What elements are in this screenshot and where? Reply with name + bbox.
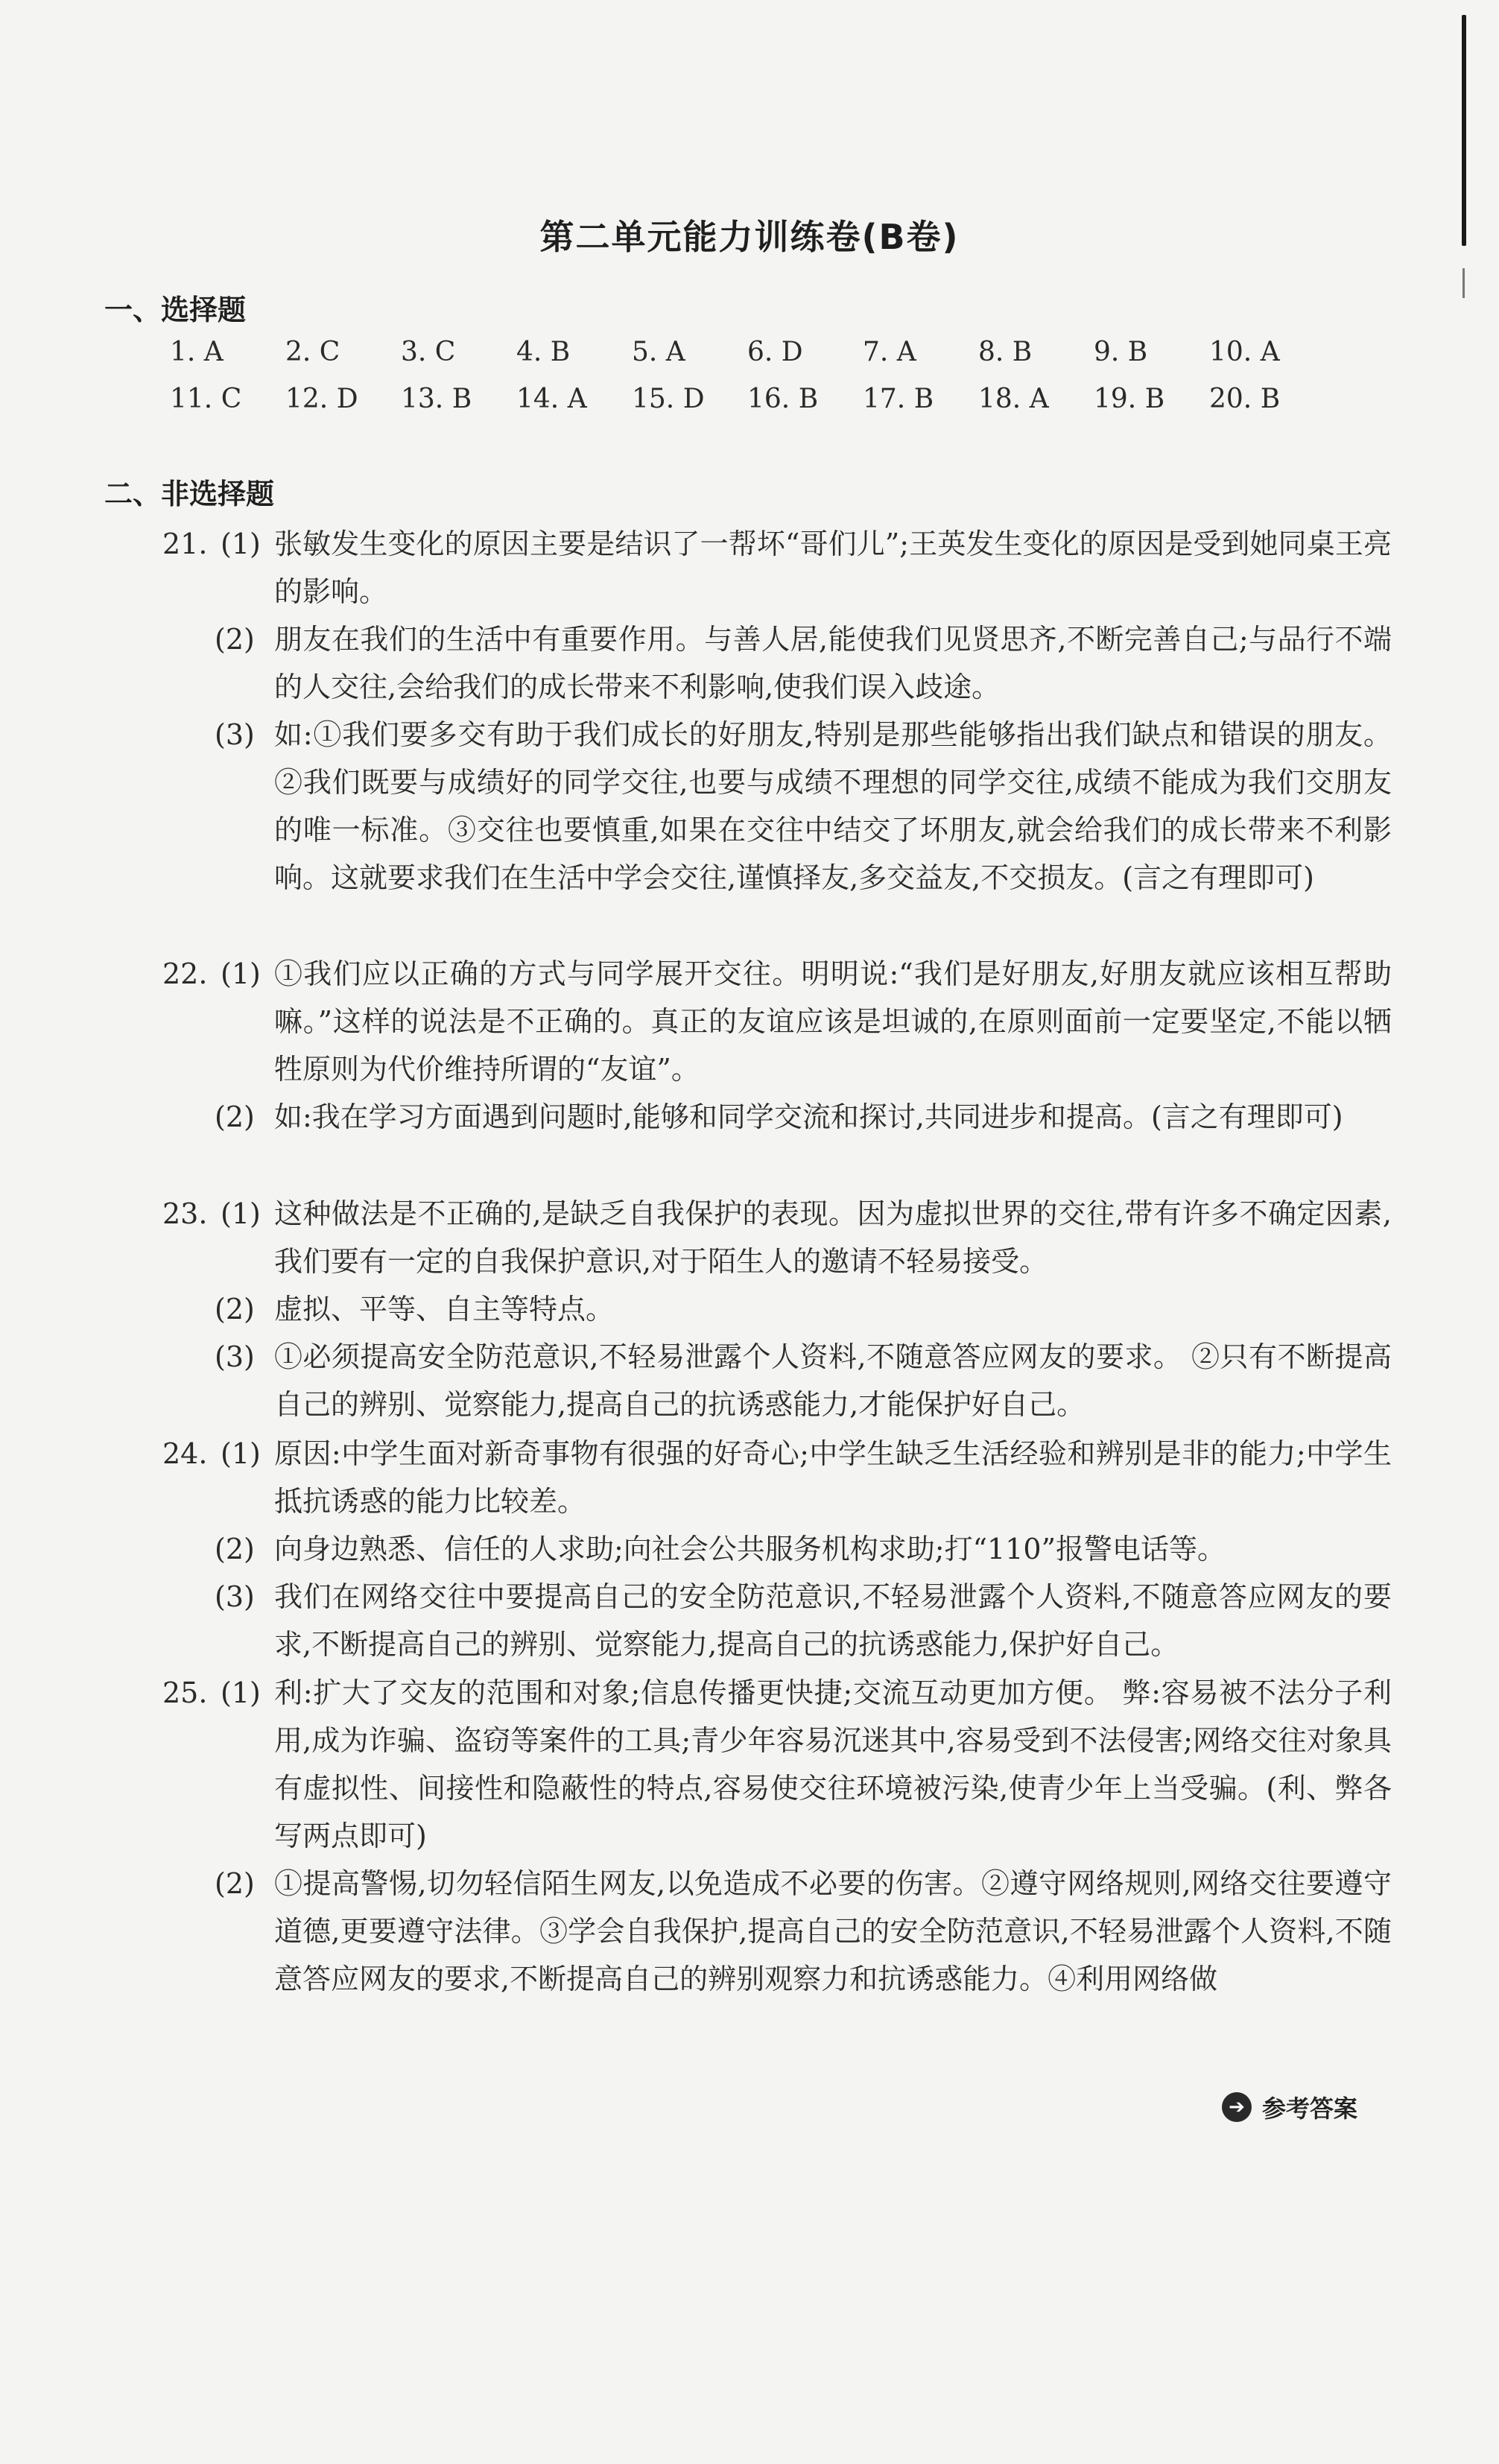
answer-item: 15. D [632, 384, 705, 414]
sub-answer [162, 950, 1392, 1093]
answer-grid [170, 337, 1362, 414]
sub-label: (2) [215, 1867, 255, 1900]
sub-label: (1) [221, 1676, 261, 1709]
sub-text: 向身边熟悉、信任的人求助;向社会公共服务机构求助;打“110”报警电话等。 [274, 1533, 1226, 1565]
sub-label: (1) [221, 528, 261, 560]
sub-answer [162, 1860, 1392, 2003]
sub-answer [162, 1430, 1392, 1525]
sub-text: ①提高警惕,切勿轻信陌生网友,以免造成不必要的伤害。②遵守网络规则,网络交往要遵守道德,更要遵守法律。③学会自我保护,提高自己的安全防范意识,不轻易泄露个人资料,不随意答应网友的要求,不断提高自己的辨别观察力和抗诱惑能力。④利用网络做 [274, 1867, 1392, 1995]
sub-label: (1) [221, 1197, 261, 1230]
sub-text: 我们在网络交往中要提高自己的安全防范意识,不轻易泄露个人资料,不随意答应网友的要求,不断提高自己的辨别、觉察能力,提高自己的抗诱惑能力,保护好自己。 [274, 1580, 1392, 1661]
sub-text: 朋友在我们的生活中有重要作用。与善人居,能使我们见贤思齐,不断完善自己;与品行不端的人交往,会给我们的成长带来不利影响,使我们误入歧途。 [274, 623, 1392, 703]
answer-item: 12. D [285, 384, 358, 414]
answer-item: 8. B [978, 337, 1033, 367]
answer-item: 9. B [1094, 337, 1148, 367]
answer-item: 19. B [1094, 384, 1165, 414]
sub-text: 这种做法是不正确的,是缺乏自我保护的表现。因为虚拟世界的交往,带有许多不确定因素,我们要有一定的自我保护意识,对于陌生人的邀请不轻易接受。 [274, 1197, 1392, 1278]
sub-text: ①必须提高安全防范意识,不轻易泄露个人资料,不随意答应网友的要求。 ②只有不断提高自己的辨别、觉察能力,提高自己的抗诱惑能力,才能保护好自己。 [274, 1340, 1392, 1421]
sub-answer [162, 1573, 1392, 1668]
sub-label: (1) [221, 1437, 261, 1470]
section-heading-nonchoice: 二、非选择题 [104, 478, 275, 510]
sub-label: (3) [215, 718, 255, 751]
answer-item: 18. A [978, 384, 1049, 414]
sub-answer [162, 1093, 1392, 1141]
footer-label: 参考答案 [1262, 2094, 1358, 2123]
sub-label: (2) [215, 1100, 255, 1133]
question-number: 24. [162, 1437, 208, 1470]
page-edge-mark-small [1462, 268, 1465, 298]
question-number: 25. [162, 1676, 208, 1709]
sub-text: 原因:中学生面对新奇事物有很强的好奇心;中学生缺乏生活经验和辨别是非的能力;中学生抵抗诱惑的能力比较差。 [274, 1437, 1392, 1518]
answer-item: 3. C [401, 337, 456, 367]
sub-text: 如:①我们要多交有助于我们成长的好朋友,特别是那些能够指出我们缺点和错误的朋友。②我们既要与成绩好的同学交往,也要与成绩不理想的同学交往,成绩不能成为我们交朋友的唯一标准。③交往也要慎重,如果在交往中结交了坏朋友,就会给我们的成长带来不利影响。这就要求我们在生活中学会交往,谨慎择友,多交益友,不交损友。(言之有理即可) [274, 718, 1392, 894]
sub-answer [162, 1669, 1392, 1860]
answer-item: 2. C [285, 337, 340, 367]
sub-answer [162, 1190, 1392, 1285]
sub-label: (2) [215, 1533, 255, 1565]
sub-text: 虚拟、平等、自主等特点。 [274, 1293, 615, 1326]
sub-answer [162, 520, 1392, 615]
answer-item: 17. B [863, 384, 934, 414]
sub-label: (2) [215, 623, 255, 656]
sub-text: 张敏发生变化的原因主要是结识了一帮坏“哥们儿”;王英发生变化的原因是受到她同桌王亮的影响。 [274, 528, 1392, 608]
answer-item: 4. B [516, 337, 571, 367]
sub-label: (3) [215, 1580, 255, 1613]
question-21 [162, 520, 1392, 902]
sub-answer [162, 1333, 1392, 1428]
footer-answer-link[interactable] [1222, 2090, 1357, 2124]
arrow-right-icon: ➔ [1222, 2092, 1252, 2122]
sub-label: (1) [221, 957, 261, 990]
question-number: 23. [162, 1197, 208, 1230]
answer-item: 7. A [863, 337, 916, 367]
sub-label: (3) [215, 1340, 255, 1373]
answer-item: 11. C [170, 384, 242, 414]
sub-answer [162, 1285, 1392, 1333]
question-23 [162, 1190, 1392, 1428]
section-heading-choice: 一、选择题 [104, 294, 247, 326]
answer-item: 16. B [747, 384, 819, 414]
question-22 [162, 950, 1392, 1141]
answer-item: 6. D [747, 337, 803, 367]
sub-text: 如:我在学习方面遇到问题时,能够和同学交流和探讨,共同进步和提高。(言之有理即可) [274, 1100, 1343, 1133]
answer-item: 20. B [1209, 384, 1281, 414]
answer-item: 10. A [1209, 337, 1280, 367]
answer-item: 14. A [516, 384, 587, 414]
question-25 [162, 1669, 1392, 2003]
page-title: 第二单元能力训练卷(B卷) [539, 217, 960, 257]
sub-answer [162, 1525, 1392, 1573]
sub-text: 利:扩大了交友的范围和对象;信息传播更快捷;交流互动更加方便。 弊:容易被不法分子利用,成为诈骗、盗窃等案件的工具;青少年容易沉迷其中,容易受到不法侵害;网络交往对象具有虚拟性、间接性和隐蔽性的特点,容易使交往环境被污染,使青少年上当受骗。(利、弊各写两点即可) [274, 1676, 1392, 1852]
sub-answer [162, 711, 1392, 902]
sub-text: ①我们应以正确的方式与同学展开交往。明明说:“我们是好朋友,好朋友就应该相互帮助嘛。”这样的说法是不正确的。真正的友谊应该是坦诚的,在原则面前一定要坚定,不能以牺牲原则为代价维持所谓的“友谊”。 [274, 957, 1392, 1086]
answer-item: 13. B [401, 384, 472, 414]
answer-item: 5. A [632, 337, 685, 367]
sub-answer [162, 615, 1392, 711]
answer-item: 1. A [170, 337, 224, 367]
question-number: 22. [162, 957, 208, 990]
question-24 [162, 1430, 1392, 1668]
sub-label: (2) [215, 1293, 255, 1326]
question-number: 21. [162, 528, 208, 560]
